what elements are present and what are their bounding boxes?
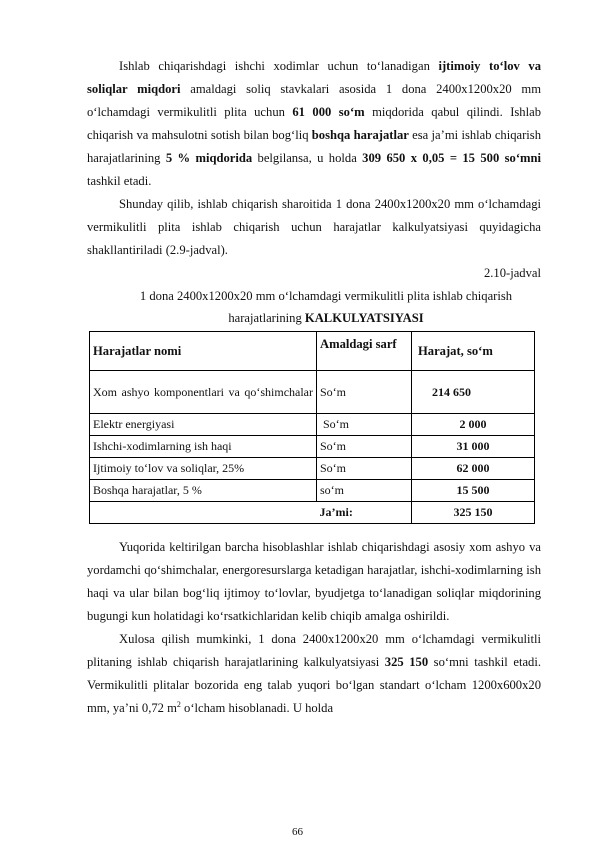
text: Xulosa qilish mumkinki, 1 dona 2400x1200x20 mm o‘lchamdagi vermikulitli plitaning ishlab chiqarish harajatlarining kalkulyatsiyasi [87, 632, 541, 669]
row-value: 31 000 [412, 436, 535, 458]
paragraph-calculation-intro: Shunday qilib, ishlab chiqarish sharoitida 1 dona 2400x1200x20 mm o‘lchamdagi vermikulitli plita ishlab chiqarish uchun harajatlar kalkulyatsiyasi quyidagicha shakllantiriladi (2.9-jadval). [87, 197, 541, 257]
table-row [90, 480, 535, 502]
text: esa ja’mi ishlab chiqarish harajatlarining [87, 128, 541, 165]
caption-text: 1 dona 2400x1200x20 mm o‘lchamdagi vermikulitli plita ishlab chiqarish harajatlarining [139, 289, 513, 325]
page-number: 66 [292, 826, 303, 838]
row-value: 15 500 [412, 480, 535, 502]
row-value: 2 000 [412, 414, 535, 436]
bold-text: 5 % miqdorida [165, 151, 253, 165]
table-header-row [90, 332, 535, 371]
row-name: Boshqa harajatlar, 5 % [90, 480, 317, 502]
row-name: Ijtimoiy to‘lov va soliqlar, 25% [90, 458, 317, 480]
row-unit: so‘m [317, 480, 412, 502]
table-reference: 2.10-jadval [483, 266, 541, 280]
cost-calculation-table [89, 331, 535, 524]
total-value: 325 150 [412, 502, 535, 524]
bold-text: boshqa harajatlar [311, 128, 409, 142]
table-row [90, 371, 535, 414]
table-row [90, 414, 535, 436]
paragraph-conclusion [87, 628, 541, 720]
table-total-row [90, 502, 535, 524]
superscript: 2 [176, 699, 181, 709]
text: belgilansa, u holda [252, 151, 363, 165]
table-row [90, 436, 535, 458]
header-consumption: Amaldagi sarf [317, 332, 412, 371]
row-name: Elektr energiyasi [90, 414, 317, 436]
bold-text: 325 150 [384, 655, 429, 669]
table-row [90, 458, 535, 480]
total-label: Ja’mi: [317, 502, 412, 524]
caption-bold: KALKULYATSIYASI [304, 311, 424, 325]
total-empty-cell [90, 502, 317, 524]
text: Ishlab chiqarishdagi ishchi xodimlar uchun to‘lanadigan [119, 59, 439, 73]
row-name: Xom ashyo komponentlari va qo‘shimchalar [90, 371, 317, 414]
text: o‘lcham hisoblanadi. U holda [180, 701, 334, 715]
bold-text: ijtimoiy to‘lov va soliqlar miqdori [87, 59, 541, 96]
text: tashkil etadi. [87, 174, 152, 188]
row-unit: So‘m [317, 414, 412, 436]
header-cost-name: Harajatlar nomi [90, 332, 317, 371]
row-unit: So‘m [317, 458, 412, 480]
paragraph-social-payments [87, 55, 541, 193]
text: miqdorida qabul qilindi. Ishlab chiqarish va mahsulotni sotish bilan bog‘liq [87, 105, 541, 142]
header-cost-sum: Harajat, so‘m [412, 332, 535, 371]
document-page [87, 55, 541, 720]
row-value: 214 650 [412, 371, 535, 414]
row-value: 62 000 [412, 458, 535, 480]
row-name: Ishchi-xodimlarning ish haqi [90, 436, 317, 458]
bold-text: 309 650 x 0,05 = 15 500 so‘mni [362, 151, 542, 165]
row-unit: So‘m [317, 436, 412, 458]
row-unit: So‘m [317, 371, 412, 414]
bold-text: 61 000 so‘m [292, 105, 365, 119]
paragraph-calculation-basis: Yuqorida keltirilgan barcha hisoblashlar ishlab chiqarishdagi asosiy xom ashyo va yordamchi qo‘shimchalar, energoresurslarga ketadigan harajatlar, ishchi-xodimlarning ish haqi va ular bilan bog‘liq ijtimoy to‘lovlar, byudjetga to‘lanadigan soliqlar miqdorining bugungi kun holatidagi ko‘rsatkichlaridan kelib chiqib amalga oshirildi. [87, 540, 541, 623]
text: amaldagi soliq stavkalari asosida 1 dona 2400x1200x20 mm o‘lchamdagi vermikulitli plita uchun [87, 82, 542, 119]
text: so‘mni tashkil etadi. Vermikulitli plitalar bozorida eng talab yuqori bo‘lgan standart o‘lcham 1200x600x20 mm, ya’ni 0,72 m [87, 655, 541, 715]
table-caption [87, 285, 541, 329]
